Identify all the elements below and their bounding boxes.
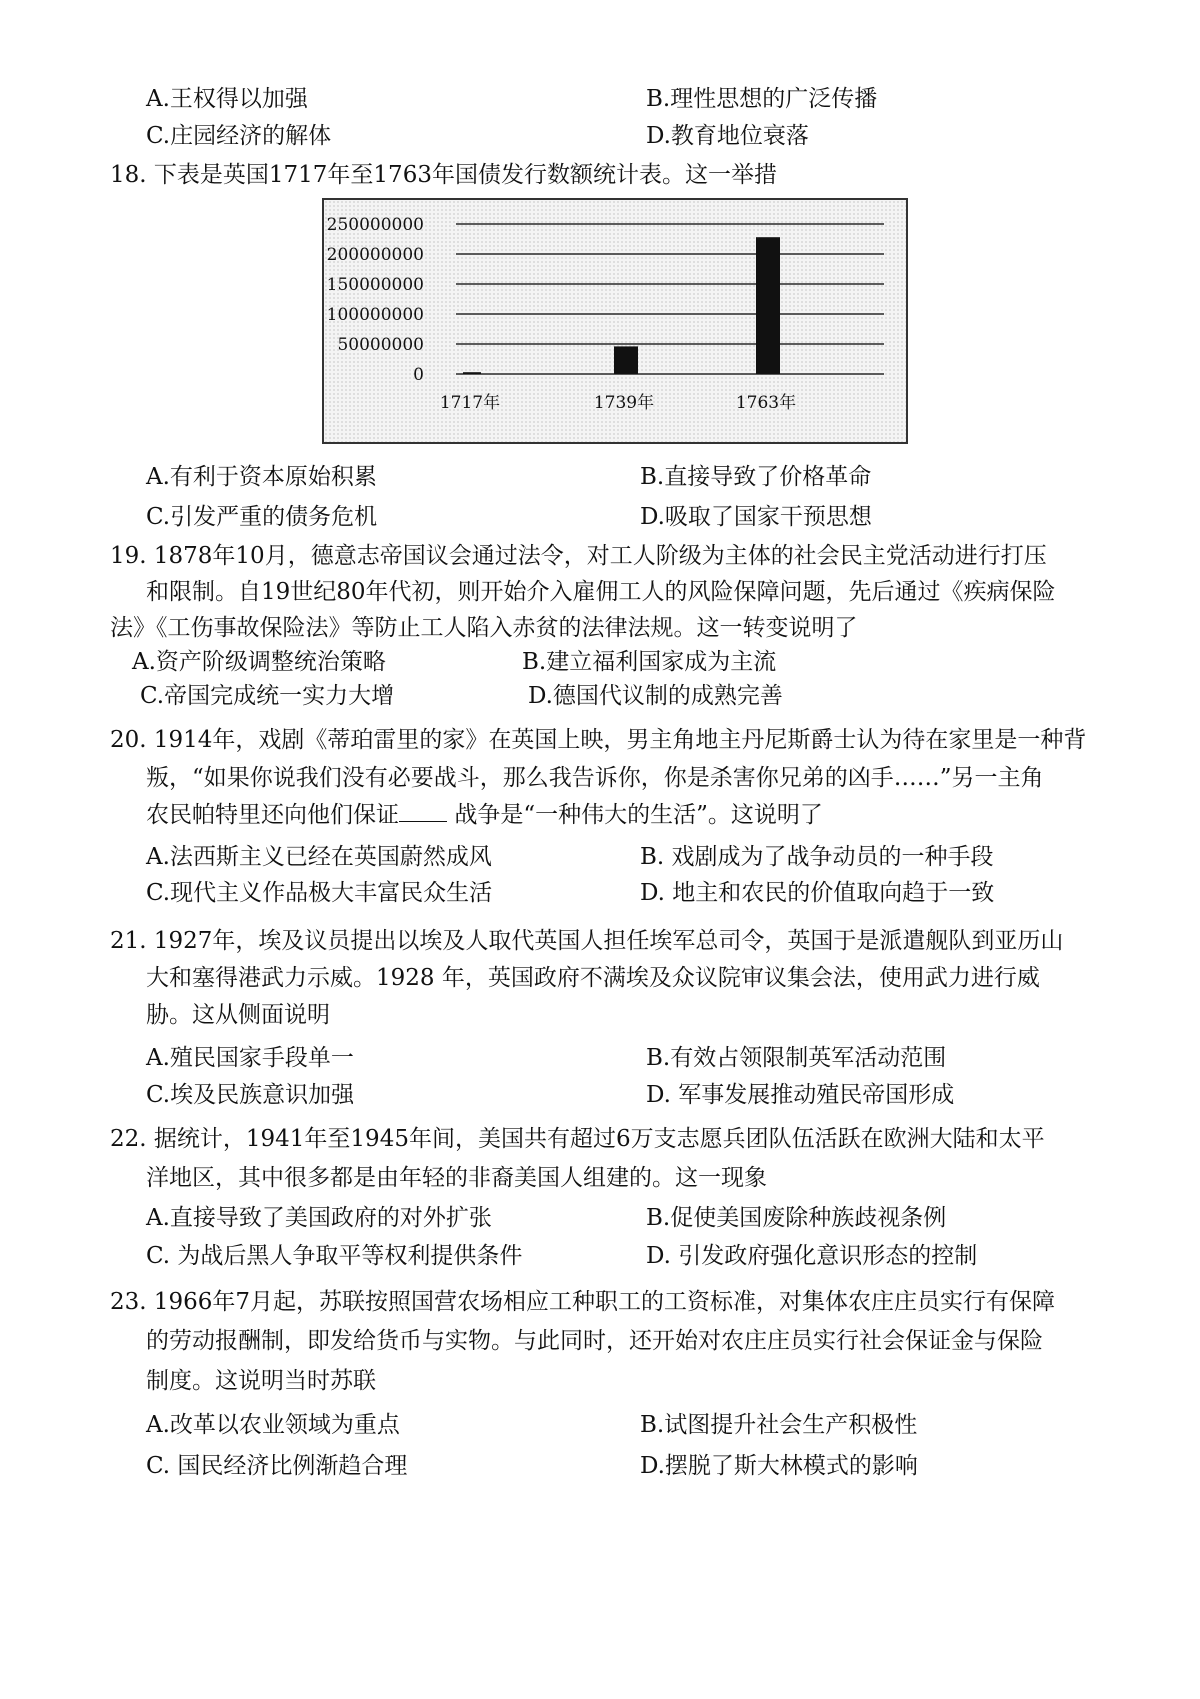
q18-stem: 18. 下表是英国1717年至1763年国债发行数额统计表。这一举措 — [110, 162, 777, 188]
answer-blank — [399, 801, 447, 822]
q19-stem-line3: 法》《工伤事故保险法》等防止工人陷入赤贫的法律法规。这一转变说明了 — [110, 615, 858, 641]
q22-stem-line2: 洋地区，其中很多都是由年轻的非裔美国人组建的。这一现象 — [146, 1165, 767, 1191]
q18-option-d: D.吸取了国家干预思想 — [640, 504, 872, 530]
q17-option-a: A.王权得以加强 — [146, 86, 308, 112]
q23-option-b: B.试图提升社会生产积极性 — [640, 1412, 918, 1438]
q21-option-a: A.殖民国家手段单一 — [146, 1045, 354, 1071]
q21-stem-line1: 21. 1927年，埃及议员提出以埃及人取代英国人担任埃军总司令，英国于是派遣舰队到亚历山 — [110, 928, 1064, 954]
q20-option-a: A.法西斯主义已经在英国蔚然成风 — [146, 844, 492, 870]
q20-stem-line3 — [146, 800, 823, 830]
bar — [756, 237, 780, 374]
q21-option-d: D. 军事发展推动殖民帝国形成 — [646, 1082, 955, 1108]
q18-option-b: B.直接导致了价格革命 — [640, 464, 872, 490]
bar — [463, 372, 481, 374]
q20-stem-line3-end: 战争是“一种伟大的生活”。这说明了 — [454, 802, 823, 828]
q22-option-d: D. 引发政府强化意识形态的控制 — [646, 1243, 978, 1269]
bar-chart-svg — [324, 200, 910, 446]
q18-option-a: A.有利于资本原始积累 — [146, 464, 377, 490]
q17-option-c: C.庄园经济的解体 — [146, 123, 332, 149]
y-tick-label: 50000000 — [337, 335, 424, 355]
q22-option-a: A.直接导致了美国政府的对外扩张 — [146, 1205, 492, 1231]
q20-option-d: D. 地主和农民的价值取向趋于一致 — [640, 880, 995, 906]
q21-stem-line2: 大和塞得港武力示威。1928 年，英国政府不满埃及众议院审议集会法，使用武力进行威 — [146, 965, 1040, 991]
q20-stem-line3-start: 农民帕特里还向他们保证 — [146, 802, 399, 828]
q17-option-b: B.理性思想的广泛传播 — [646, 86, 878, 112]
q23-option-d: D.摆脱了斯大林模式的影响 — [640, 1453, 918, 1479]
y-tick-label: 0 — [413, 365, 424, 385]
x-tick-label: 1739年 — [593, 393, 655, 413]
q22-option-c: C. 为战后黑人争取平等权利提供条件 — [146, 1243, 523, 1269]
q17-option-d: D.教育地位衰落 — [646, 123, 809, 149]
national-debt-chart — [322, 198, 908, 444]
q21-option-b: B.有效占领限制英军活动范围 — [646, 1045, 947, 1071]
y-tick-label: 100000000 — [326, 305, 424, 325]
q23-stem-line2: 的劳动报酬制，即发给货币与实物。与此同时，还开始对农庄庄员实行社会保证金与保险 — [146, 1328, 1043, 1354]
q19-option-c: C.帝国完成统一实力大增 — [140, 683, 395, 709]
y-tick-label: 200000000 — [326, 245, 424, 265]
q22-option-b: B.促使美国废除种族歧视条例 — [646, 1205, 947, 1231]
q21-stem-line3: 胁。这从侧面说明 — [146, 1002, 330, 1028]
q18-option-c: C.引发严重的债务危机 — [146, 504, 378, 530]
q23-stem-line3: 制度。这说明当时苏联 — [146, 1368, 376, 1394]
q23-option-c: C. 国民经济比例渐趋合理 — [146, 1453, 408, 1479]
q19-option-a: A.资产阶级调整统治策略 — [132, 649, 386, 675]
bar — [614, 346, 638, 374]
y-tick-label: 150000000 — [326, 275, 424, 295]
q19-option-b: B.建立福利国家成为主流 — [522, 649, 777, 675]
q19-stem-line1: 19. 1878年10月，德意志帝国议会通过法令，对工人阶级为主体的社会民主党活动进行打压 — [110, 543, 1047, 569]
x-tick-label: 1717年 — [439, 393, 501, 413]
q23-option-a: A.改革以农业领域为重点 — [146, 1412, 400, 1438]
q20-stem-line1: 20. 1914年，戏剧《蒂珀雷里的家》在英国上映，男主角地主丹尼斯爵士认为待在家里是一种背 — [110, 727, 1087, 753]
q20-option-b: B. 戏剧成为了战争动员的一种手段 — [640, 844, 994, 870]
q20-option-c: C.现代主义作品极大丰富民众生活 — [146, 880, 493, 906]
x-tick-label: 1763年 — [735, 393, 797, 413]
q23-stem-line1: 23. 1966年7月起，苏联按照国营农场相应工种职工的工资标准，对集体农庄庄员实行有保障 — [110, 1289, 1056, 1315]
q19-option-d: D.德国代议制的成熟完善 — [528, 683, 783, 709]
q21-option-c: C.埃及民族意识加强 — [146, 1082, 355, 1108]
q19-stem-line2: 和限制。自19世纪80年代初，则开始介入雇佣工人的风险保障问题，先后通过《疾病保险 — [146, 579, 1056, 605]
q20-stem-line2: 叛，“如果你说我们没有必要战斗，那么我告诉你，你是杀害你兄弟的凶手……”另一主角 — [146, 765, 1044, 791]
q22-stem-line1: 22. 据统计，1941年至1945年间，美国共有超过6万支志愿兵团队伍活跃在欧洲大陆和太平 — [110, 1126, 1045, 1152]
y-tick-label: 250000000 — [326, 215, 424, 235]
